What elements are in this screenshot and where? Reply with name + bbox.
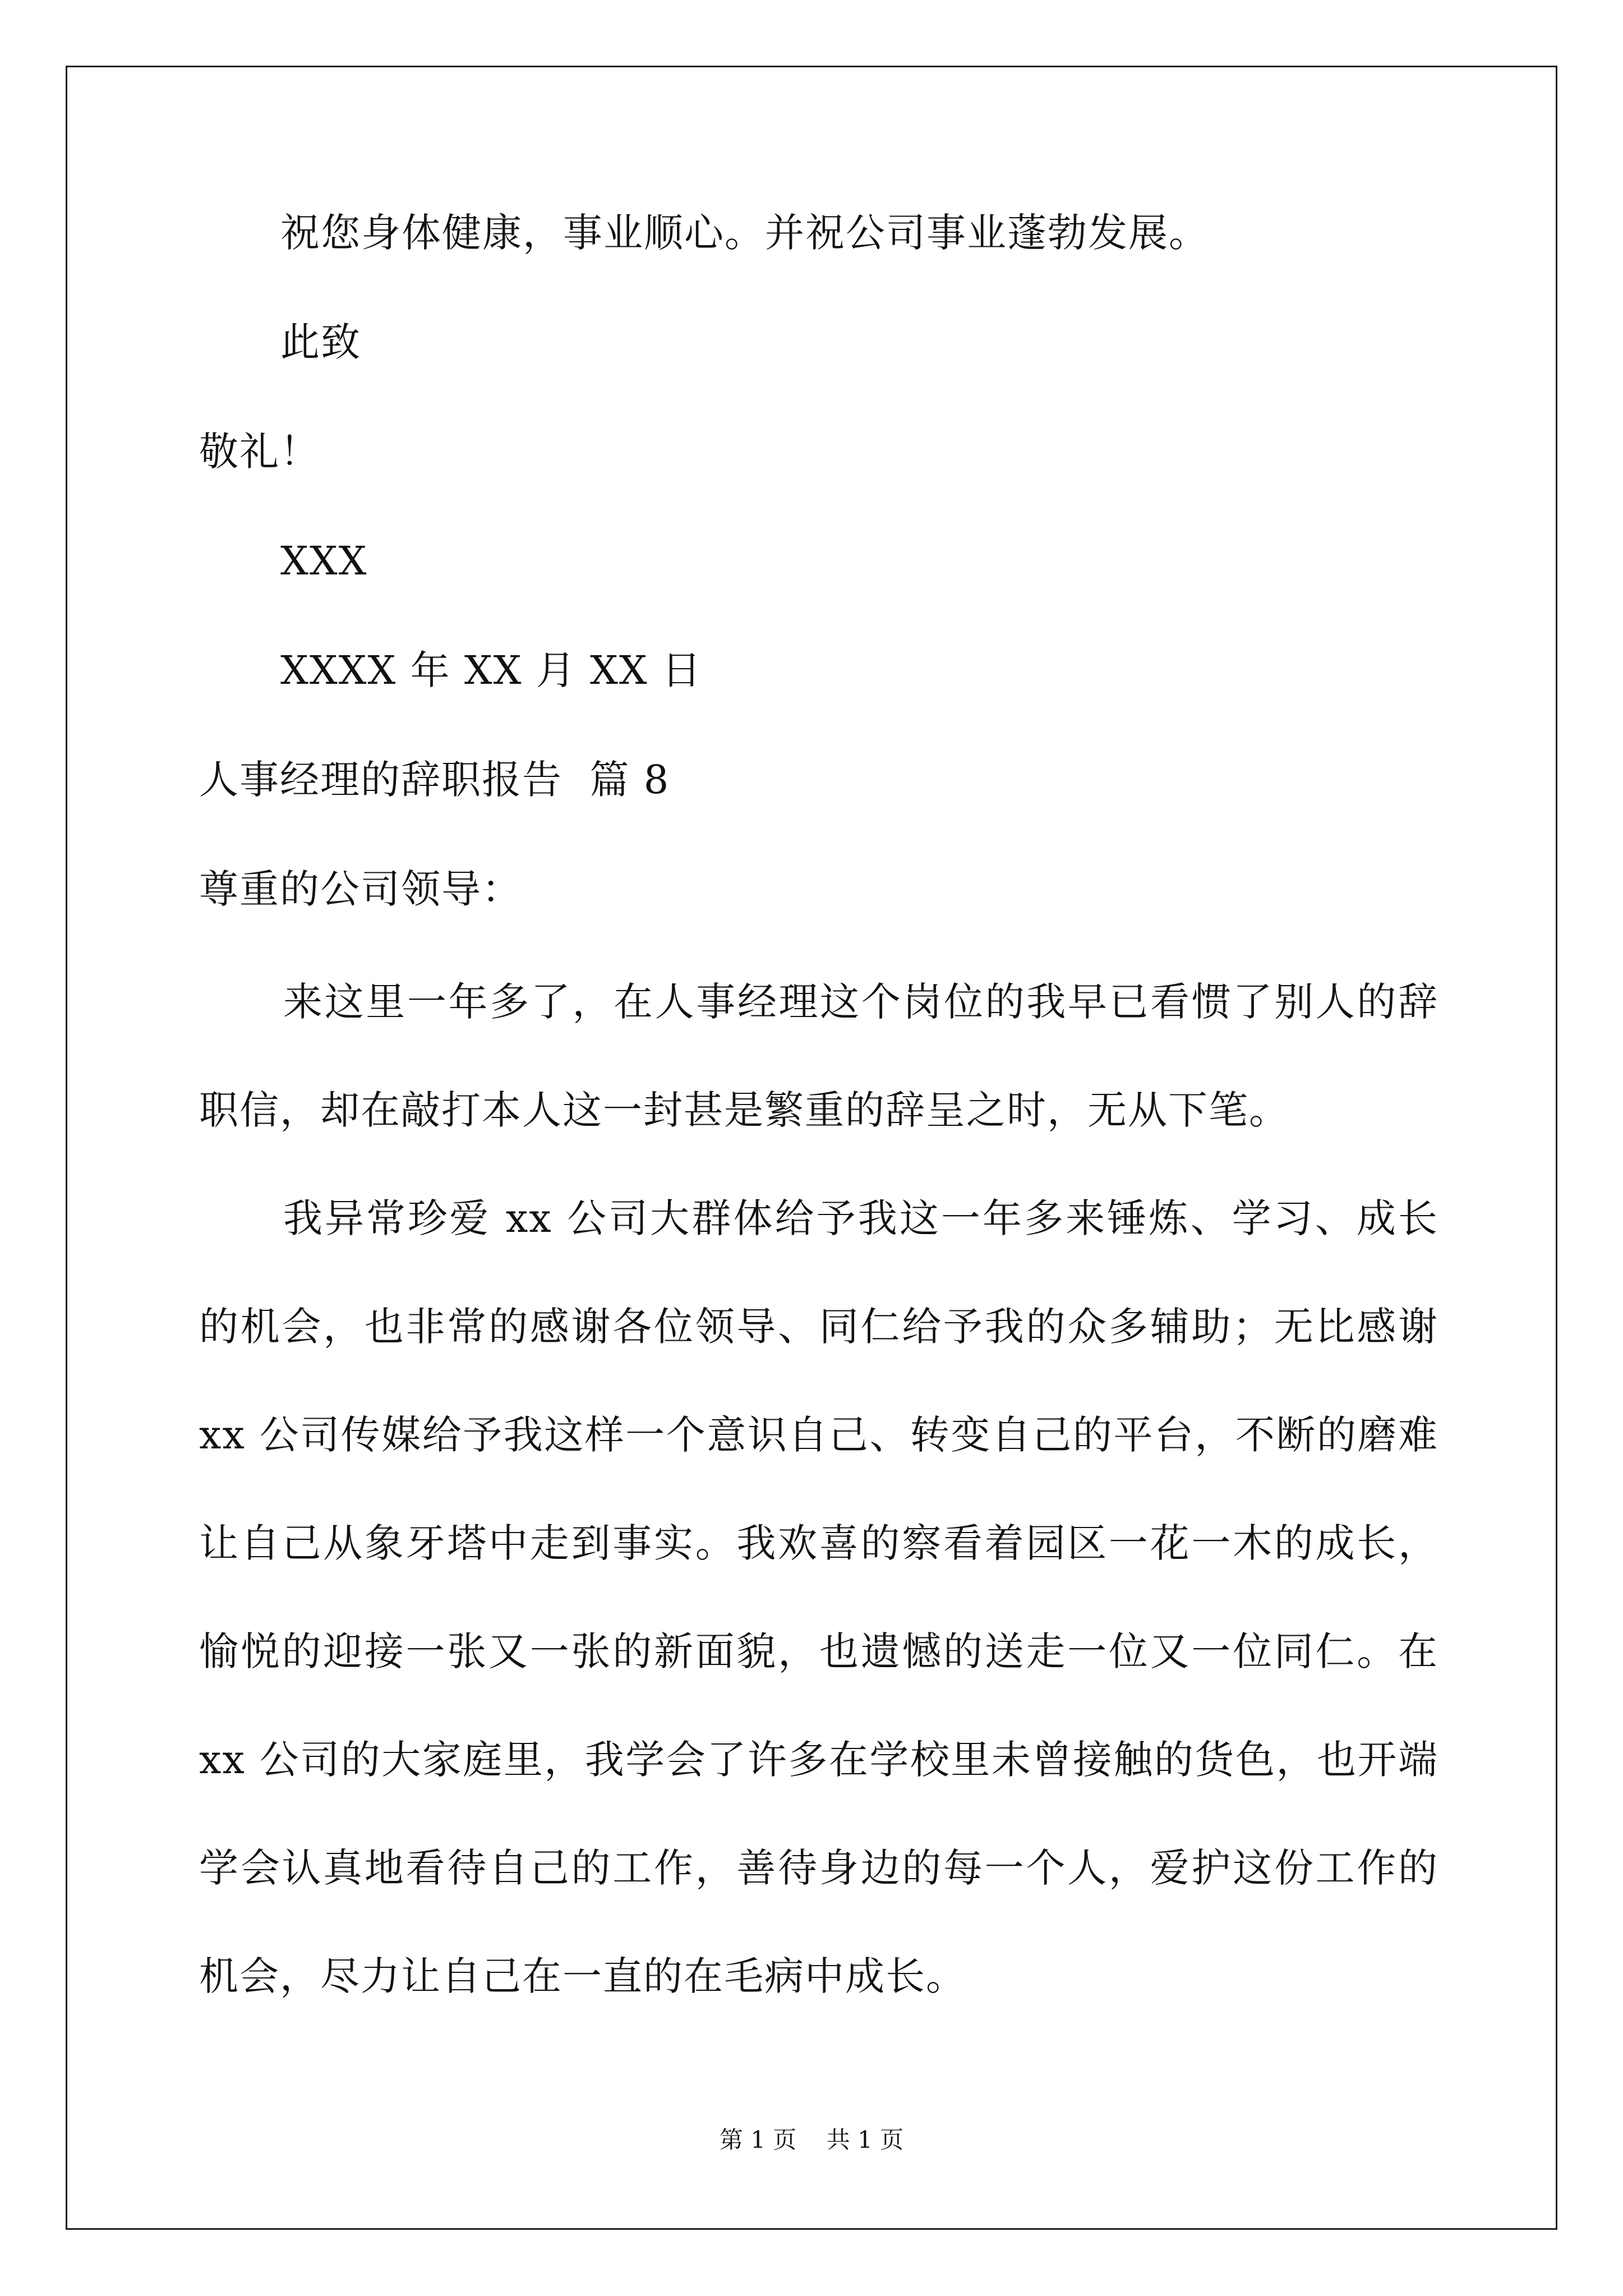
date: XXXX 年 XX 月 XX 日 xyxy=(280,647,702,693)
closing-wish: 祝您身体健康，事业顺心。并祝公司事业蓬勃发展。 xyxy=(280,210,1209,256)
closing-respect: 敬礼！ xyxy=(199,429,320,475)
greeting: 尊重的公司领导： xyxy=(199,866,522,912)
signature: XXX xyxy=(280,538,368,584)
page-footer: 第 1 页 共 1 页 xyxy=(719,2126,904,2154)
paragraph-1: 来这里一年多了，在人事经理这个岗位的我早已看惯了别人的辞职信，却在敲打本人这一封甚是繁重的辞呈之时，无从下笔。 xyxy=(199,979,1438,1133)
paragraph-2: 我异常珍爱 xx 公司大群体给予我这一年多来锤炼、学习、成长的机会，也非常的感谢各位领导、同仁给予我的众多辅助；无比感谢 xx 公司传媒给予我这样一个意识自己、转变自己的平台，不断的磨难让自己从象牙塔中走到事实。我欢喜的察看着园区一花一木的成长，愉悦的迎接一张又一张的新面貌，也遗憾的送走一位又一位同仁。在 xx 公司的大家庭里，我学会了许多在学校里未曾接触的货色，也开端学会认真地看待自己的工作，善待身边的每一个人，爱护这份工作的机会，尽力让自己在一直的在毛病中成长。 xyxy=(199,1195,1438,1999)
closing-salutation: 此致 xyxy=(280,319,361,365)
section-heading: 人事经理的辞职报告 篇 8 xyxy=(199,757,670,803)
